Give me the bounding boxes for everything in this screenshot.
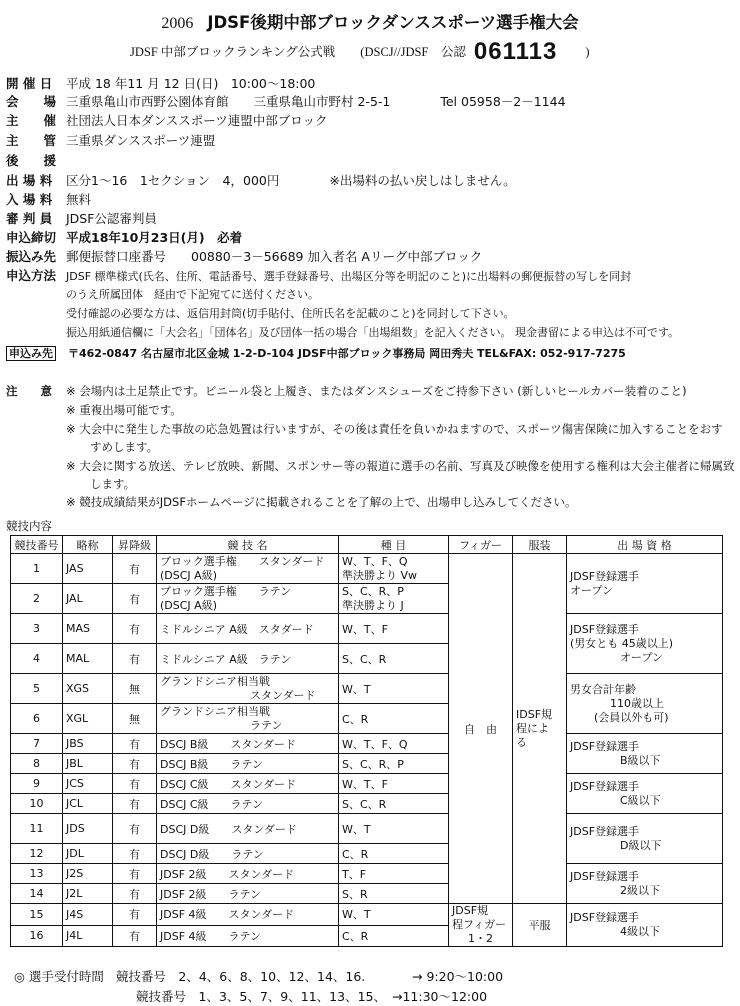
events-table [10,535,723,947]
info-venue: 会 場 三重県亀山市西野公園体育館 三重県亀山市野村 2-5-1 Tel 05958－2－1144 [6,94,566,109]
figure-jdsf-cell: JDSF規 程フィガー 1・2 [449,904,513,947]
info-admission: 入 場 料 無料 [6,192,92,207]
note-3-cont: すめします。 [90,440,159,454]
table-row: 6 XGL 無 グランドシニア相当戦 ラテン C、R [11,704,723,734]
info-entry-fee: 出 場 料 区分1～16 1セクション 4，000円 ※出場料の払い戻しはしません。 [6,173,516,188]
table-row: 1 JAS 有 ブロック選手権 スタンダード (DSCJ A級) W、T、F、Q 準決勝より Vw 自 由 IDSF規 程によ る JDSF登録選手 オープン [11,554,723,584]
note-3: ※ 大会中に発生した事故の応急処置は行いますが、その後は責任を負いかねますので、スポーツ傷害保険に加入することをおす [66,422,723,436]
table-header: 競技番号 略称 昇降級 競 技 名 種 目 フィガー 服装 出 場 資 格 [11,536,723,554]
reception-label: ◎ 選手受付時間 [14,969,104,984]
info-judges: 審 判 員 JDSF公認審判員 [6,211,157,226]
method-line-4: 振込用紙通信欄に「大会名」「団体名」及び団体一括の場合「出場組数」を記入ください。 現金書留による申込は不可です。 [66,326,680,339]
table-row: 4 MAL 有 ミドルシニア A級 ラテン S、C、R [11,644,723,674]
subtitle-close: ) [585,45,590,59]
method-line-2: のうえ所属団体 経由で下記宛てに送付ください。 [66,288,319,301]
note-5: ※ 競技成績結果がJDSFホームページに掲載されることを了解の上で、出場申し込みしてください。 [66,495,577,509]
info-sponsor: 後 援 [6,153,57,168]
table-row: 3 MAS 有 ミドルシニア A級 スタダード W、T、F JDSF登録選手 (男女とも 45歳以上) オープン [11,614,723,644]
table-row: 16 J4L 有 JDSF 4級 ラテン C、R [11,925,723,947]
notes: 注 意 ※ 会場内は土足禁止です。ビニール袋と上履き、またはダンスシューズをご持参下さい (新しいヒールカバー装着のこと) [6,384,687,398]
table-row: 5 XGS 無 グランドシニア相当戦 スタンダード W、T 男女合計年齢 110歳以上 (会員以外も可) [11,674,723,704]
subtitle-text: JDSF 中部ブロックランキング公式戦 (DSCJ//JDSF 公認 [130,45,466,59]
figure-free-cell: 自 由 [449,554,513,904]
dress-plain-cell: 平服 [513,904,567,947]
deadline: 申込締切 平成18年10月23日(月) 必着 [6,230,243,245]
table-row: 7 JBS 有 DSCJ B級 スタンダード W、T、F、Q JDSF登録選手 B級以下 [11,734,723,754]
approval-number: 061113 [473,38,558,65]
table-row: 14 J2L 有 JDSF 2級 ラテン S、R [11,884,723,904]
page-title [0,9,740,33]
reception-line-1: ◎ 選手受付時間 競技番号 2、4、6、8、10、12、14、16. [14,969,366,984]
table-row: 11 JDS 有 DSCJ D級 スタンダード W、T JDSF登録選手 D級以下 [11,814,723,844]
reception-time-2: →11:30～12:00 [392,989,488,1004]
method-line-1: 申込方法 JDSF 標準様式(氏名、住所、電話番号、選手登録番号、出場区分等を明記のこと)に出場料の郵便振替の写しを同封 [6,268,632,283]
table-row: 15 J4S 有 JDSF 4級 スタンダード W、T JDSF規 程フィガー 1・2 平服 JDSF登録選手 4級以下 [11,904,723,926]
table-row: 9 JCS 有 DSCJ C級 スタンダード W、T、F JDSF登録選手 C級以下 [11,774,723,794]
info-date: 開 催 日 平成 18 年11 月 12 日(日) 10:00～18:00 [6,76,316,91]
note-1: ※ 会場内は土足禁止です。ビニール袋と上履き、またはダンスシューズをご持参下さい (新しいヒールカバー装着のこと) [66,384,687,398]
qual-cell: JDSF登録選手 D級以下 [567,814,723,864]
address-line [6,345,626,363]
table-row: 13 J2S 有 JDSF 2級 スタンダード T、F JDSF登録選手 2級以下 [11,864,723,884]
reception-line-2: 競技番号 1、3、5、7、9、11、13、15、 [136,989,386,1004]
events-title: 競技内容 [6,519,52,533]
table-row: 10 JCL 有 DSCJ C級 ラテン S、C、R [11,794,723,814]
note-4-cont: します。 [90,477,136,491]
note-2: ※ 重複出場可能です。 [66,403,182,417]
qual-cell: JDSF登録選手 B級以下 [567,734,723,774]
title-main: JDSF後期中部ブロックダンススポーツ選手権大会 [207,13,579,32]
dress-idsf-cell: IDSF規 程によ る [513,554,567,904]
method-line-3: 受付確認の必要な方は、返信用封筒(切手貼付、住所氏名を記載のこと)を同封して下さい。 [66,307,515,320]
info-manager: 主 管 三重県ダンススポーツ連盟 [6,133,216,148]
qual-cell: 男女合計年齢 110歳以上 (会員以外も可) [567,674,723,734]
qual-cell: JDSF登録選手 オープン [567,554,723,614]
address-label: 申込み先 [6,346,56,361]
transfer-account: 振込み先 郵便振替口座番号 00880－3－56689 加入者名 Aリーグ中部ブロック [6,249,483,264]
qual-cell: JDSF登録選手 (男女とも 45歳以上) オープン [567,614,723,674]
address-value: 〒462-0847 名古屋市北区金城 1-2-D-104 JDSF中部ブロック事務局 岡田秀夫 TEL&FAX: 052-917-7275 [68,347,626,360]
qual-cell: JDSF登録選手 2級以下 [567,864,723,904]
table-row: 12 JDL 有 DSCJ D級 ラテン C、R [11,844,723,864]
table-row: 8 JBL 有 DSCJ B級 ラテン S、C、R、P [11,754,723,774]
qual-cell: JDSF登録選手 4級以下 [567,904,723,947]
subtitle [130,38,590,66]
table-row: 2 JAL 有 ブロック選手権 ラテン (DSCJ A級) S、C、R、P 準決勝より J [11,584,723,614]
qual-cell: JDSF登録選手 C級以下 [567,774,723,814]
note-4: ※ 大会に関する放送、テレビ放映、新聞、スポンサー等の報道に選手の名前、写真及び映像を使用する権利は大会主催者に帰属致 [66,459,735,473]
title-year: 2006 [161,15,194,32]
info-organizer: 主 催 社団法人日本ダンススポーツ連盟中部ブロック [6,113,328,128]
reception-time-1: → 9:20～10:00 [412,969,504,984]
